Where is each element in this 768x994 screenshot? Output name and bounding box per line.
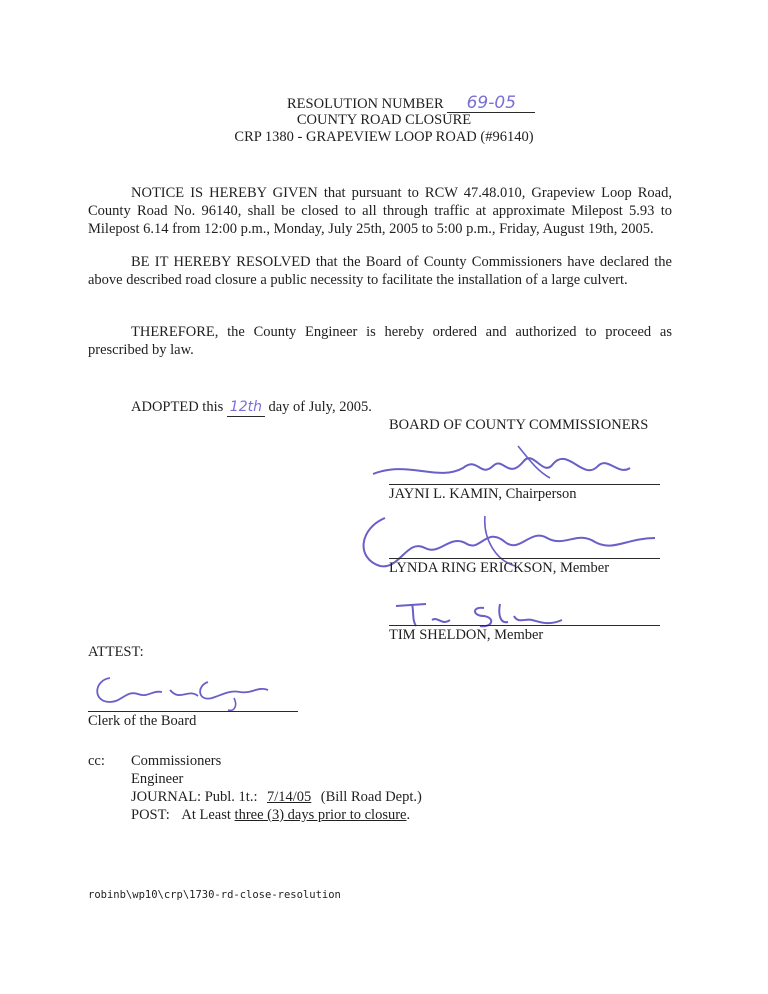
resolved-paragraph [88, 253, 672, 289]
journal-suffix: (Bill Road Dept.) [320, 789, 422, 805]
post-text: At Least [181, 807, 231, 823]
cc-line-post [131, 806, 410, 824]
notice-text: NOTICE IS HEREBY GIVEN that pursuant to RCW 47.48.010, Grapeview Loop Road, County Road No. 96140, shall be closed to all through traffic at approximate Milepost 5.93 to Milepost 6.14 from 12:00 p.m., Monday, July 25th, 2005 to 5:00 p.m., Friday, August 19th, 2005. [88, 185, 672, 237]
adopted-prefix: ADOPTED this [131, 399, 224, 415]
adopted-suffix: day of July, 2005. [268, 399, 372, 415]
cc-line-journal [131, 788, 422, 806]
document-subtitle: COUNTY ROAD CLOSURE [296, 112, 472, 128]
signature-clerk [88, 668, 308, 714]
resolution-number-handwritten: 69-05 [447, 94, 535, 113]
project-title: CRP 1380 - GRAPEVIEW LOOP ROAD (#96140) [234, 129, 534, 145]
journal-date: 7/14/05 [266, 789, 312, 805]
notice-paragraph [88, 184, 672, 238]
signer-name-1: JAYNI L. KAMIN, Chairperson [389, 486, 577, 502]
therefore-paragraph [88, 323, 672, 359]
resolved-text: BE IT HEREBY RESOLVED that the Board of County Commissioners have declared the above described road closure a public necessity to facilitate the installation of a large culvert. [88, 254, 672, 288]
journal-prefix: JOURNAL: Publ. 1t.: [131, 789, 258, 805]
board-heading: BOARD OF COUNTY COMMISSIONERS [389, 417, 649, 433]
adopted-day-handwritten: 12th [227, 398, 265, 417]
clerk-label: Clerk of the Board [88, 713, 197, 729]
signer-name-2: LYNDA RING ERICKSON, Member [389, 560, 610, 576]
post-underlined: three (3) days prior to closure [234, 807, 407, 823]
signature-kamin [368, 438, 668, 488]
attest-label: ATTEST: [88, 644, 144, 660]
file-path-footer: robinb\wp10\crp\1730-rd-close-resolution [88, 889, 341, 901]
resolution-label: RESOLUTION NUMBER [287, 96, 444, 112]
cc-label: cc: [88, 753, 105, 769]
cc-line-engineer: Engineer [131, 771, 184, 787]
post-prefix: POST: [131, 807, 170, 823]
cc-line-commissioners: Commissioners [131, 753, 222, 769]
signer-name-3: TIM SHELDON, Member [389, 627, 544, 643]
post-end: . [406, 807, 411, 823]
adopted-line [131, 398, 372, 417]
therefore-text: THEREFORE, the County Engineer is hereby ordered and authorized to proceed as prescribed by law. [88, 324, 672, 358]
